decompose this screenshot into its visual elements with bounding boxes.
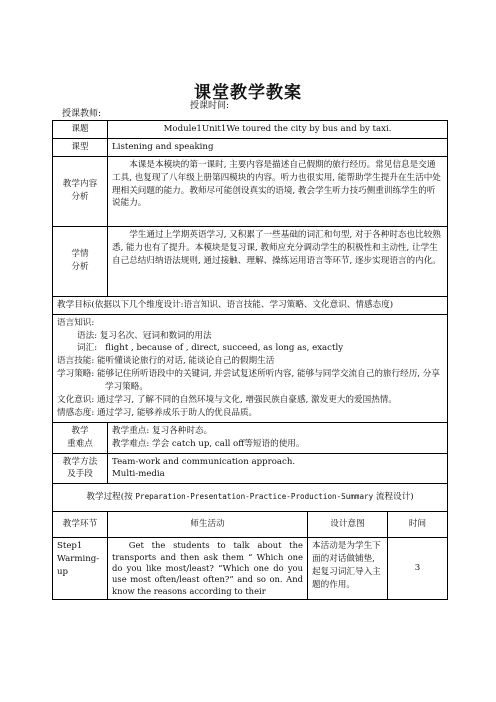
vocab-line (57, 342, 443, 355)
process-header-flow: Preparation-Presentation-Practice-Production-Summary (135, 492, 374, 502)
focus-line: 教学重点: 复习各种时态。 (112, 425, 213, 436)
step1-activity: Get the students to talk about the transports and then ask them “ Which one do you like most/least? “Which one do you use most often/least often?” and so on. And know the reasons according to their (108, 538, 308, 600)
content-label-line1: 教学内容 (62, 179, 98, 190)
grammar-line: 语法: 复习名次、冠词和数词的用法 (77, 330, 212, 341)
students-label-line1: 学情 (71, 249, 89, 260)
key-points-value (108, 422, 448, 453)
culture-line: 文化意识: 通过学习, 了解不同的自然环境与文化, 增强民族自豪感, 激发更大的爱国热情。 (57, 395, 397, 406)
topic-row (53, 121, 448, 139)
skills-line: 语言技能: 能听懂谈论旅行的对话, 能谈论自己的假期生活 (57, 356, 275, 367)
topic-label: 课题 (53, 121, 108, 139)
student-analysis-value: 学生通过上学期英语学习, 又积累了一些基础的词汇和句型, 对于各种时态也比较熟悉, 能力也有了提升。本模块是复习课, 教师应充分调动学生的积极性和主动性, 让学生自己总结归纳语法规则, 通过接触、理解、操练运用语言等环节, 逐步实现语言的内化。 (108, 226, 448, 296)
process-columns-row (53, 512, 448, 538)
type-label: 课型 (53, 138, 108, 156)
student-analysis-row (53, 226, 448, 296)
step1-time: 3 (388, 538, 448, 600)
vocab-list: flight , because of , direct, succeed, as long as, exactly (105, 343, 344, 354)
strategy-line: 学习策略: 能够记住所听语段中的关键词, 并尝试复述所听内容, 能够与同学交流自己的旅行经历, 分享学习策略。 (57, 369, 440, 393)
content-analysis-value: 本课是本模块的第一课时, 主要内容是描述自己假期的旅行经历。常见信息是交通工具, 也复现了八年级上册第四模块的内容。听力也很实用, 能帮助学生提升在生活中处理相关问题的能力。教师尽可能创设真实的语境, 教会学生听力技巧侧重训练学生的听说能力。 (108, 156, 448, 226)
process-header (53, 484, 448, 512)
key-label-line1: 教学 (71, 425, 89, 436)
time-label: 授课时间: (190, 101, 230, 111)
content-analysis-row (53, 156, 448, 226)
process-header-cn: 教学过程(按 (86, 492, 133, 503)
page-title: 课堂教学教案 (194, 83, 302, 103)
step1-intent: 本活动是为学生下面的对话做铺垫, 起复习词汇导入主题的作用。 (308, 538, 388, 600)
attitude-line: 情感态度: 通过学习, 能够养成乐于助人的优良品质。 (57, 407, 258, 418)
col-activity: 师生活动 (108, 512, 308, 538)
lesson-plan-table (52, 120, 448, 600)
methods-line1: Team-work and communication approach. (112, 456, 296, 467)
objectives-row (53, 314, 448, 422)
objectives-header-row (53, 296, 448, 314)
step1-row (53, 538, 448, 600)
content-label-line2: 分析 (71, 192, 89, 203)
difficulty-line: 教学难点: 学会 catch up, call off等短语的使用。 (112, 438, 305, 449)
col-step: 教学环节 (53, 512, 108, 538)
topic-value: Module1Unit1We toured the city by bus and by taxi. (108, 121, 448, 139)
methods-label-line1: 教学方法 (62, 456, 98, 467)
type-row (53, 138, 448, 156)
objectives-cell (53, 314, 448, 422)
key-label-line2: 重难点 (67, 438, 93, 449)
methods-label (53, 453, 108, 484)
key-points-row (53, 422, 448, 453)
knowledge-label: 语言知识: (57, 317, 95, 328)
content-analysis-label (53, 156, 108, 226)
key-points-label (53, 422, 108, 453)
methods-line2: Multi-media (112, 469, 165, 480)
objectives-header: 教学目标(依据以下几个维度设计:语言知识、语言技能、学习策略、文化意识、情感态度) (53, 296, 448, 314)
process-header-row (53, 484, 448, 512)
col-intent: 设计意图 (308, 512, 388, 538)
type-value: Listening and speaking (108, 138, 448, 156)
methods-row (53, 453, 448, 484)
students-label-line2: 分析 (71, 262, 89, 273)
methods-label-line2: 及手段 (67, 469, 93, 480)
step1-name: Step1 Warming-up (53, 538, 108, 600)
student-analysis-label (53, 226, 108, 296)
vocab-label: 词汇: (77, 343, 98, 354)
teacher-label: 授课教师: (62, 109, 102, 119)
process-header-tail: 流程设计) (375, 492, 414, 503)
col-time: 时间 (388, 512, 448, 538)
methods-value (108, 453, 448, 484)
